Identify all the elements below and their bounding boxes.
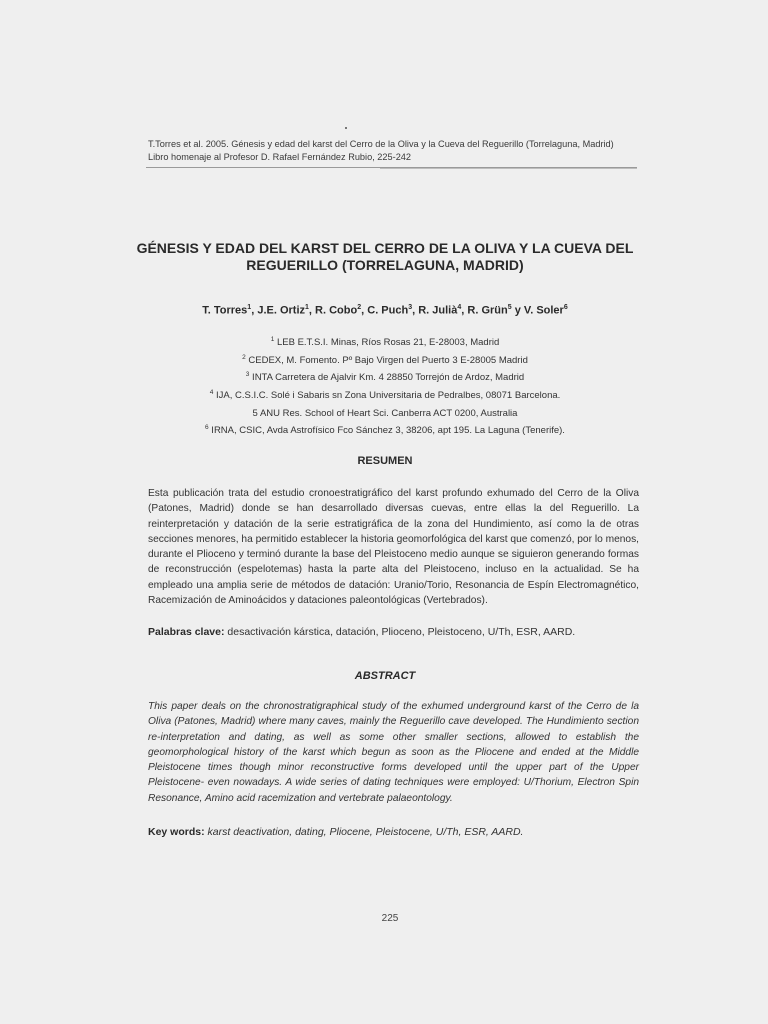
palabras-clave [148, 626, 639, 638]
author-affiliation-mark: 2 [357, 304, 362, 311]
author-affiliation-mark: 5 [507, 304, 512, 311]
author-name: C. Puch [367, 304, 409, 317]
abstract-body: This paper deals on the chronostratigraphical study of the exhumed underground karst of the Cerro de la Oliva (Patones, Madrid) where many caves, mainly the Reguerillo cave developed. The Hundimiento section re-interpretation and dating, as well as some other smaller sections, allowed to establish the geomorphological history of the karst which begun as soon as the Pliocene and ended at the Middle Pleistocene times though minor reconstructive forms developed until the upper part of the Upper Pleistocene- even nowadays. A wide series of dating techniques were employed: U/Thorium, Electron Spin Resonance, Amino acid racemization and vertebrate palaeontology. [148, 701, 639, 804]
abstract-heading: ABSTRACT [354, 670, 416, 682]
author-name: J.E. Ortiz [257, 304, 306, 317]
author-name: R. Grün [467, 304, 508, 317]
title-line-1: GÉNESIS Y EDAD DEL KARST DEL CERRO DE LA OLIVA Y LA CUEVA DEL [136, 240, 634, 256]
paper-title [120, 240, 650, 274]
key-words-text: karst deactivation, dating, Pliocene, Pleistocene, U/Th, ESR, AARD. [204, 826, 524, 838]
affiliation-text: INTA Carretera de Ajalvir Km. 4 28850 Torrejón de Ardoz, Madrid [249, 372, 525, 384]
affiliation-line [120, 368, 650, 386]
running-header [148, 138, 614, 163]
author-affiliation-mark: 1 [247, 304, 252, 311]
palabras-clave-label: Palabras clave: [148, 626, 225, 638]
resumen-body: Esta publicación trata del estudio cronoestratigráfico del karst profundo exhumado del Cerro de la Oliva (Patones, Madrid) donde se han desarrollado diversas cuevas, entre ellas la del Reguerillo. La reinterpretación y datación de la serie estratigráfica de la zona del Hundimiento, así como la de otras secciones menores, ha permitido establecer la historia geomorfológica del karst que comenzó, por lo menos, durante el Plioceno y terminó durante la base del Pleistoceno medio aunque se siguieron generando formas de reconstrucción (espelotemas) hasta la parte alta del Pleistoceno, incluso en la actualidad. Se ha empleado una amplia serie de métodos de datación: Uranio/Torio, Resonancia de Espín Electromagnético, Racemización de Aminoácidos y dataciones paleontológicas (Vertebrados). [148, 488, 639, 607]
author-name: T. Torres [202, 304, 248, 317]
page-number: 225 [381, 913, 399, 924]
author-name: R. Julià [418, 304, 458, 317]
header-book: Libro homenaje al Profesor D. Rafael Fernández Rubio, 225-242 [148, 151, 412, 162]
author-name: V. Soler [523, 304, 564, 317]
header-rule-secondary [380, 168, 637, 169]
affiliation-mark: 1 [270, 336, 275, 343]
affiliation-text: IRNA, CSIC, Avda Astrofísico Fco Sánchez 3, 38206, apt 195. La Laguna (Tenerife). [208, 425, 565, 437]
author-affiliation-mark: 1 [305, 304, 309, 311]
author-list: T. Torres$^1$, J.E. Ortiz$^1$, R. Cobo$^2$, C. Puch$^3$, R. Julià$^4$, R. Grün$^5$ y V. Soler$^6$ [202, 304, 568, 317]
affiliation-line [120, 351, 650, 369]
affiliation-text: 5 ANU Res. School of Heart Sci. Canberra ACT 0200, Australia [252, 407, 518, 419]
author-affiliation-mark: 6 [563, 304, 568, 311]
affiliation-line [120, 333, 650, 351]
affiliation-mark: 3 [245, 371, 250, 379]
affiliation-list [120, 333, 650, 439]
palabras-clave-text: desactivación kárstica, datación, Plioceno, Pleistoceno, U/Th, ESR, AARD. [224, 626, 576, 638]
scan-speck [345, 127, 347, 129]
affiliation-line [120, 421, 650, 439]
affiliation-text: CEDEX, M. Fomento. Pº Bajo Virgen del Puerto 3 E-28005 Madrid [245, 354, 528, 366]
affiliation-text: LEB E.T.S.I. Minas, Ríos Rosas 21, E-28003, Madrid [274, 337, 500, 349]
affiliation-line [120, 404, 650, 422]
affiliation-text: IJA, C.S.I.C. Solé i Sabaris sn Zona Universitaria de Pedralbes, 08071 Barcelona. [213, 390, 561, 402]
header-citation: T.Torres et al. 2005. Génesis y edad del karst del Cerro de la Oliva y la Cueva del Reguerillo (Torrelaguna, Madrid) [148, 139, 614, 149]
title-line-2: REGUERILLO (TORRELAGUNA, MADRID) [246, 257, 524, 273]
author-affiliation-mark: 3 [408, 304, 413, 311]
resumen-heading: RESUMEN [357, 455, 413, 467]
key-words-label: Key words: [148, 826, 205, 838]
author-name: R. Cobo [315, 304, 358, 317]
author-affiliation-mark: 4 [457, 304, 462, 311]
affiliation-mark: 2 [242, 353, 246, 361]
affiliation-mark: 4 [209, 388, 214, 396]
affiliation-line [120, 386, 650, 404]
affiliation-mark: 6 [205, 424, 209, 432]
key-words [148, 826, 639, 838]
